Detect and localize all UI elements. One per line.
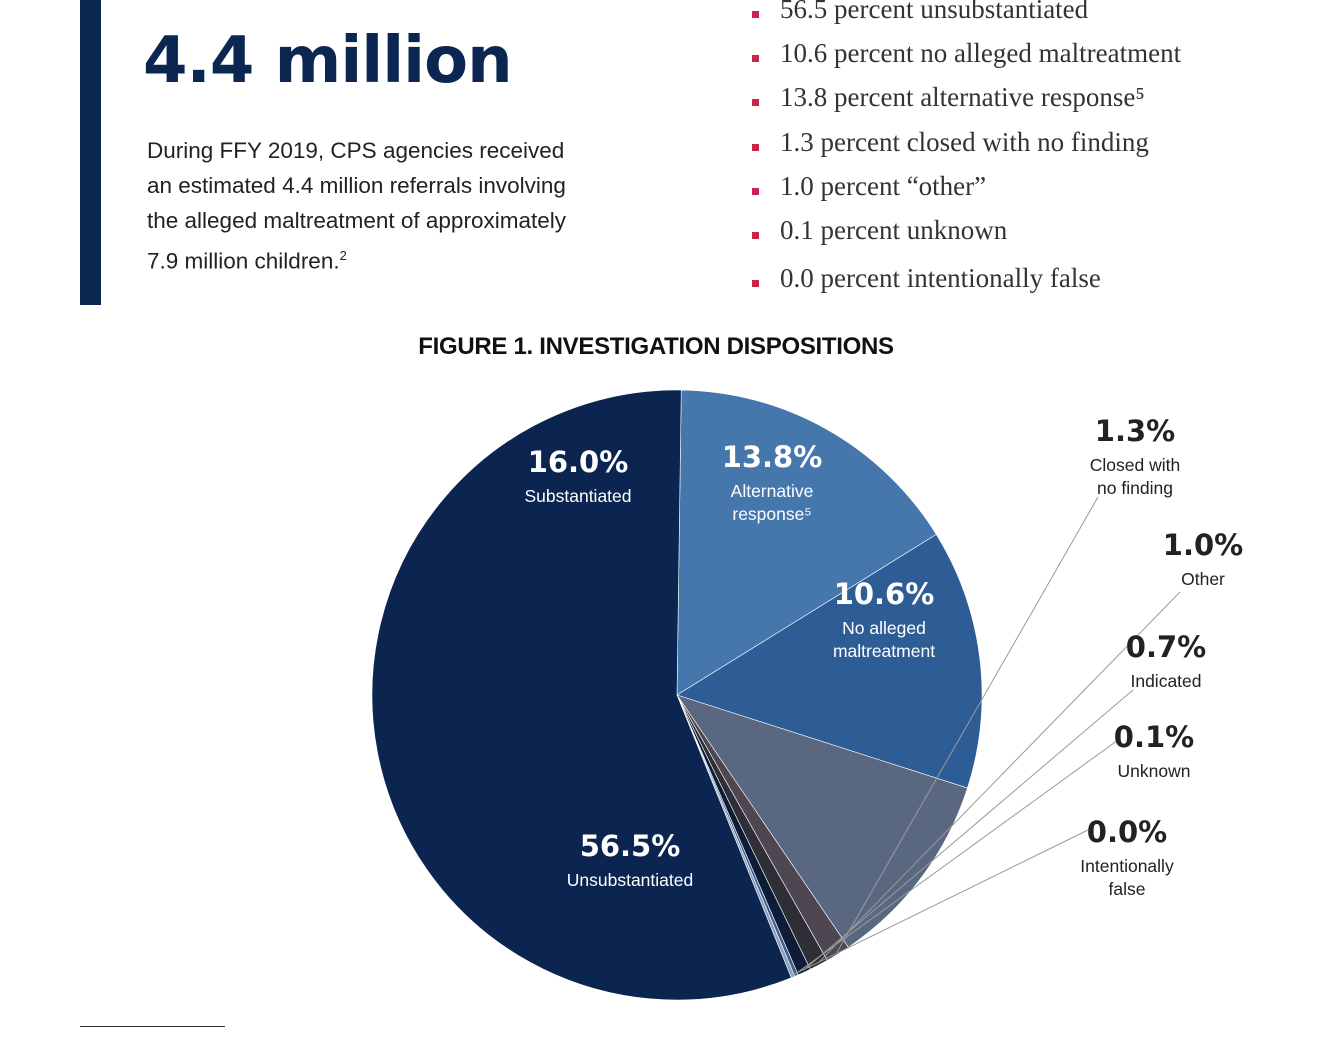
- slice-category-label: Intentionally: [1080, 856, 1174, 876]
- figure-title: FIGURE 1. INVESTIGATION DISPOSITIONS: [418, 333, 894, 360]
- bullet-text: 13.8 percent alternative response⁵: [780, 82, 1145, 112]
- slice-category-label: No alleged: [842, 618, 926, 638]
- slice-category-label: Alternative: [730, 481, 814, 501]
- slice-category-label: Indicated: [1130, 671, 1202, 691]
- bullet-text: 10.6 percent no alleged maltreatment: [780, 38, 1182, 68]
- slice-label-alternative-response: [722, 440, 823, 524]
- slice-label-closed-with-no-finding: [1090, 414, 1180, 498]
- slice-label-unknown: [1114, 720, 1194, 781]
- intro-footnote-ref: 2: [339, 248, 347, 263]
- slice-category-label: Substantiated: [524, 486, 632, 506]
- slice-category-label: Unsubstantiated: [566, 870, 694, 890]
- slice-percent-label: 1.3%: [1094, 414, 1176, 448]
- slice-percent-label: 1.0%: [1162, 528, 1244, 562]
- slice-label-other: [1163, 528, 1243, 589]
- slice-percent-label: 16.0%: [527, 445, 629, 479]
- bullet-text: 0.1 percent unknown: [780, 215, 1008, 245]
- footnote-divider: [80, 1026, 225, 1027]
- bullet-text: 56.5 percent unsubstantiated: [780, 0, 1089, 24]
- slice-label-no-alleged-maltreatment: [833, 577, 935, 661]
- slice-label-indicated: [1126, 630, 1206, 691]
- slice-percent-label: 10.6%: [833, 577, 935, 611]
- slice-percent-label: 0.0%: [1086, 815, 1168, 849]
- bullet-text: 1.3 percent closed with no finding: [780, 127, 1149, 157]
- slice-category-label: response⁵: [732, 504, 812, 524]
- slice-category-label: Closed with: [1089, 455, 1181, 475]
- slice-label-intentionally-false: [1080, 815, 1174, 899]
- slice-category-label: Unknown: [1117, 761, 1191, 781]
- slice-category-label: maltreatment: [832, 641, 936, 661]
- slice-category-label: false: [1108, 879, 1146, 899]
- slice-percent-label: 0.7%: [1125, 630, 1207, 664]
- bullet-text: 0.0 percent intentionally false: [780, 263, 1101, 293]
- slice-percent-label: 56.5%: [579, 829, 681, 863]
- slice-label-unsubstantiated: [567, 829, 693, 890]
- slice-percent-label: 0.1%: [1113, 720, 1195, 754]
- slice-category-label: no finding: [1097, 478, 1173, 498]
- bullet-text: 1.0 percent “other”: [780, 171, 987, 201]
- headline-number: 4.4 million: [143, 24, 512, 98]
- intro-text: During FFY 2019, CPS agencies received an estimated 4.4 million referrals involving the alleged maltreatment of approximately 7.9 million children.: [147, 138, 566, 274]
- slice-label-substantiated: [524, 445, 631, 506]
- slice-percent-label: 13.8%: [721, 440, 823, 474]
- slice-category-label: Other: [1181, 569, 1225, 589]
